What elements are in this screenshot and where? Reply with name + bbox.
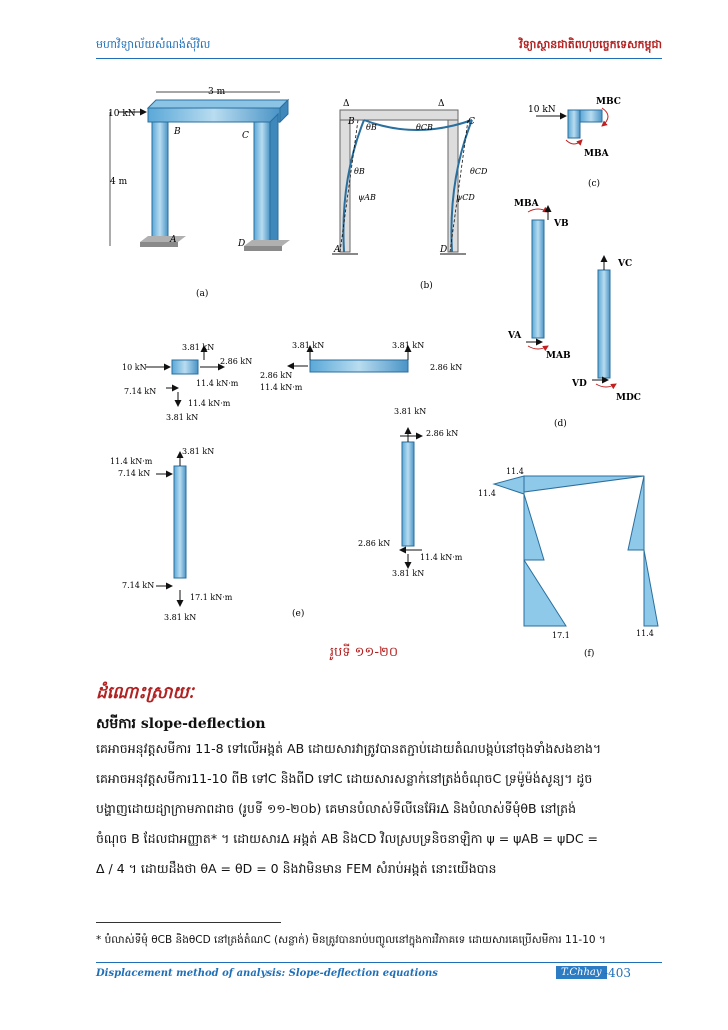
fig-e-ab-1: 11.4 kN·m xyxy=(110,457,153,466)
fig-d-label: (d) xyxy=(554,419,567,429)
paragraph-line-2: គេអាចអនុវត្តសមីការ11-10 ពីB ទៅC និងពីD ទៅC ដោយសារសន្លាក់នៅត្រង់ចំណុចC ទ្រម៉ូម៉ង់សូន្យ។ ដូច xyxy=(96,771,593,786)
fig-d-va: VA xyxy=(508,331,522,341)
subtitle-lead: សមីការ xyxy=(96,716,136,732)
fig-e-beam-1: 3.81 kN xyxy=(392,341,425,350)
fig-f-val-0: 11.4 xyxy=(506,467,524,476)
fig-a-height: 4 m xyxy=(110,177,128,187)
paragraph-line-5: Δ / 4 ។ ដោយដឹងថា θA = θD = 0 និងវាមិនមាន FEM សំរាប់អង្កត់ នោះយើងបាន xyxy=(96,861,497,876)
fig-c-label: (c) xyxy=(588,179,601,189)
fig-e-cd-2: 2.86 kN xyxy=(358,539,391,548)
figure-e xyxy=(110,341,463,622)
fig-e-ab-0: 3.81 kN xyxy=(182,447,215,456)
fig-b-node-a: A xyxy=(334,245,341,255)
footer-author: T.Chhay xyxy=(556,966,607,979)
footer-title: Displacement method of analysis: Slope-deflection equations xyxy=(96,968,438,979)
fig-d-vd: VD xyxy=(572,379,587,389)
fig-d-vc: VC xyxy=(618,259,633,269)
fig-e-ab-4: 17.1 kN·m xyxy=(190,593,233,602)
subtitle xyxy=(96,714,266,735)
fig-f-val-3: 11.4 xyxy=(636,629,654,638)
fig-e-jb-1: 2.86 kN xyxy=(220,357,253,366)
fig-a-force: 10 kN xyxy=(108,109,136,119)
figure-b xyxy=(332,99,488,291)
footnote: * បំលាស់ទីមុំ θCB និងθCD នៅត្រង់តំណC (សន្លាក់) មិនត្រូវបានរាប់បញ្ចូលនៅក្នុងការវិភាគទេ ដោយសារគេប្រើសមីការ 11-10 ។ xyxy=(96,934,606,946)
fig-e-cd-3: 11.4 kN·m xyxy=(420,553,463,562)
section-title: ដំណោះស្រាយៈ xyxy=(96,683,194,703)
fig-b-delta-2: Δ xyxy=(438,99,445,109)
fig-b-node-c: C xyxy=(468,117,475,127)
figure-c xyxy=(528,97,621,189)
fig-e-beam-0: 3.81 kN xyxy=(292,341,325,350)
fig-e-jb-4: 7.14 kN xyxy=(124,387,157,396)
figure-frame xyxy=(96,80,662,660)
fig-f-val-1: 11.4 xyxy=(478,489,496,498)
fig-d-mdc: MDC xyxy=(616,393,641,403)
header-rule xyxy=(96,58,662,59)
fig-e-jb-2: 10 kN xyxy=(122,363,147,372)
fig-d-vb: VB xyxy=(554,219,569,229)
fig-e-beam-4: 2.86 kN xyxy=(260,371,293,380)
fig-b-delta-1: Δ xyxy=(343,99,350,109)
fig-b-theta-b: θB xyxy=(366,123,377,132)
figure-d xyxy=(507,199,641,429)
page-number: -403 xyxy=(604,966,631,980)
fig-d-mab: MAB xyxy=(546,351,571,361)
fig-b-theta-cd: θCD xyxy=(470,167,488,176)
paragraph-line-1: គេអាចអនុវត្តសមីការ 11-8 ទៅលើអង្កត់ AB ដោយសារវាត្រូវបានតភ្ជាប់ដោយតំណបង្កប់នៅចុងទាំងសងខាង។ xyxy=(96,741,602,756)
footer-rule xyxy=(96,962,662,963)
fig-e-jb-0: 3.81 kN xyxy=(182,343,215,352)
paragraph-line-4: ចំណុច B ដែលជាអញ្ញាត* ។ ដោយសារΔ អង្កត់ AB និងCD វិលស្របទ្រនិចនាឡិកា ψ = ψAB = ψDC = xyxy=(96,831,599,846)
paragraph-line-3: បង្ហាញដោយដ្យាក្រាមភាពដាច (រូបទី ១១-២០b) គេមានបំលាស់ទីលីនេអ៊ែរΔ និងបំលាស់ទីមុំθB នៅត្រង់ xyxy=(96,801,577,816)
figure-f xyxy=(478,467,658,659)
fig-a-node-c: C xyxy=(242,131,249,141)
figure-a xyxy=(108,87,290,299)
fig-e-jb-5: 11.4 kN·m xyxy=(188,399,231,408)
fig-e-cd-1: 2.86 kN xyxy=(426,429,459,438)
fig-b-node-b: B xyxy=(348,117,355,127)
fig-c-mba: MBA xyxy=(584,149,609,159)
fig-a-span: 3 m xyxy=(208,87,226,97)
fig-e-cd-4: 3.81 kN xyxy=(392,569,425,578)
fig-b-theta-cb: θCB xyxy=(416,123,433,132)
fig-e-jb-6: 3.81 kN xyxy=(166,413,199,422)
fig-c-force: 10 kN xyxy=(528,105,556,115)
subtitle-name: slope-deflection xyxy=(140,716,266,732)
fig-e-label: (e) xyxy=(292,609,305,619)
fig-a-node-a: A xyxy=(170,235,177,245)
fig-c-mbc: MBC xyxy=(596,97,621,107)
fig-b-node-d: D xyxy=(440,245,448,255)
fig-e-beam-2: 2.86 kN xyxy=(430,363,463,372)
fig-e-ab-5: 3.81 kN xyxy=(164,613,197,622)
fig-e-ab-2: 7.14 kN xyxy=(118,469,151,478)
fig-a-node-d: D xyxy=(238,239,246,249)
fig-e-jb-3: 11.4 kN·m xyxy=(196,379,239,388)
fig-e-beam-3: 11.4 kN·m xyxy=(260,383,303,392)
fig-b-theta-b-2: θB xyxy=(354,167,365,176)
fig-b-label: (b) xyxy=(420,281,433,291)
fig-e-cd-0: 3.81 kN xyxy=(394,407,427,416)
fig-a-node-b: B xyxy=(174,127,181,137)
header-right: វិទ្យាស្ថានជាតិពហុបច្ចេកទេសកម្ពុជា xyxy=(519,38,662,51)
fig-d-mba: MBA xyxy=(514,199,539,209)
footnote-rule xyxy=(96,922,281,923)
fig-a-label: (a) xyxy=(196,289,209,299)
figure-caption: រូបទី ១១-២០ xyxy=(329,645,399,660)
fig-e-ab-3: 7.14 kN xyxy=(122,581,155,590)
fig-f-label: (f) xyxy=(584,649,595,659)
fig-f-val-2: 17.1 xyxy=(552,631,570,640)
fig-b-psi-ab: ψAB xyxy=(358,193,376,202)
header-left: មហាវិទ្យាល័យសំណង់ស៊ីវិល xyxy=(96,38,211,51)
fig-b-psi-cd: ψCD xyxy=(456,193,475,202)
